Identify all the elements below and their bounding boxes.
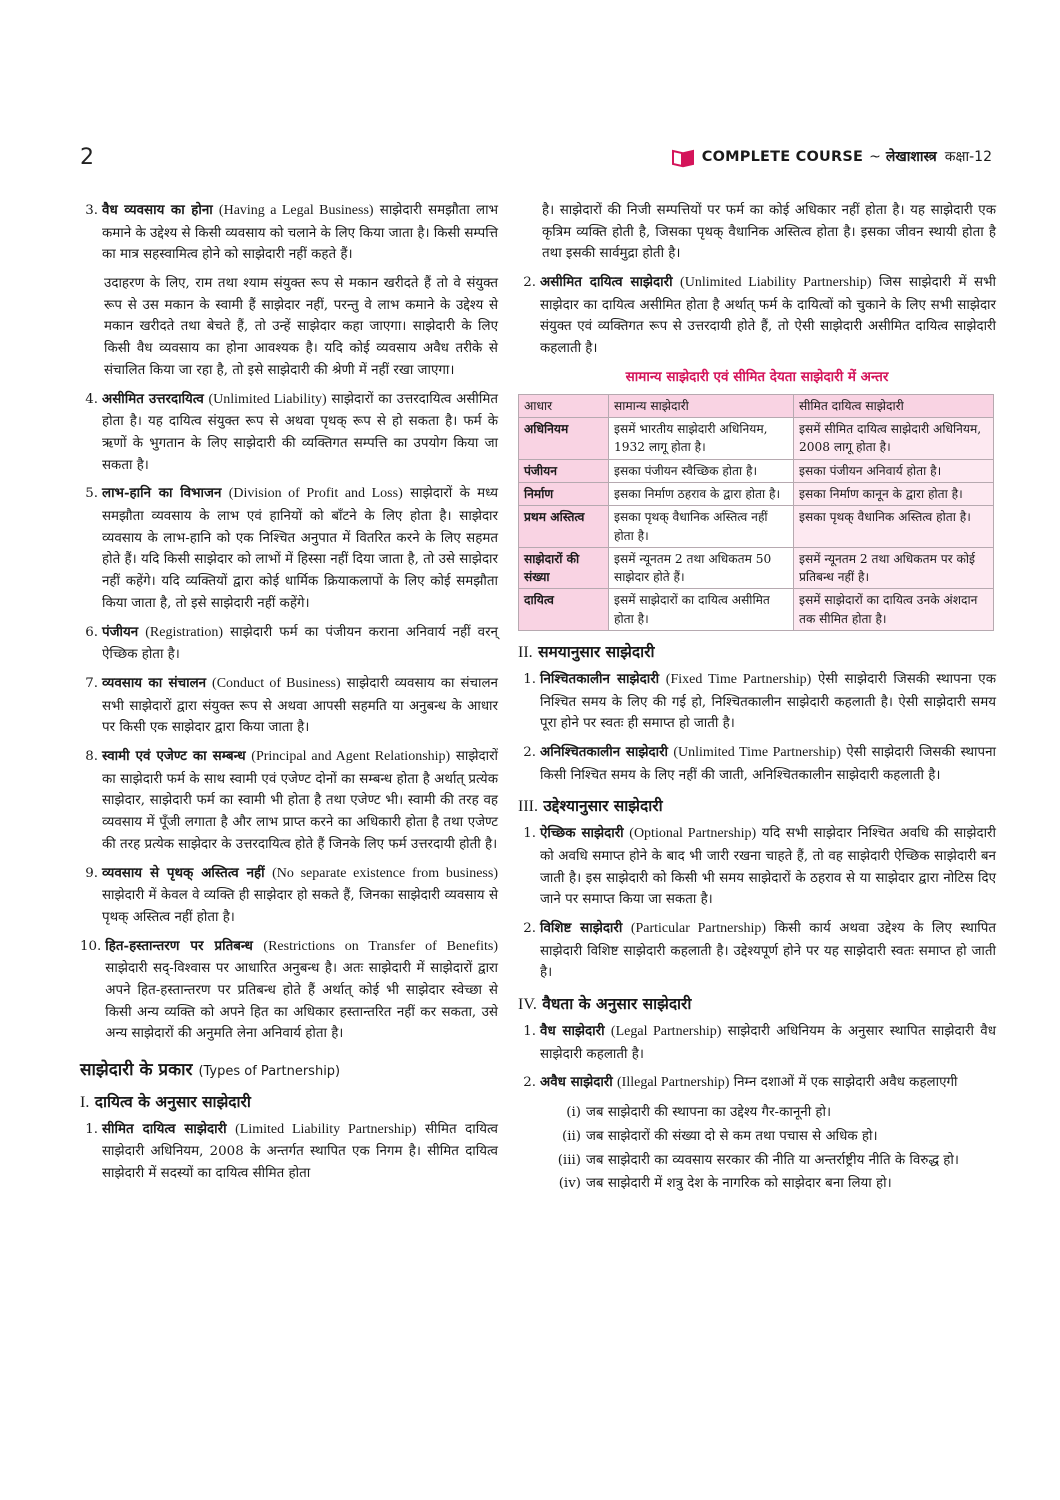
item-title: अनिश्चितकालीन साझेदारी: [540, 744, 669, 760]
page-header: [0, 138, 1060, 178]
section-heading-2: II. समयानुसार साझेदारी: [518, 642, 655, 662]
item-english: (Legal Partnership): [610, 1024, 722, 1040]
table-row: [519, 482, 994, 505]
brand-subject: लेखाशास्त्र: [885, 149, 937, 166]
open-book-icon: [671, 148, 695, 168]
row-label: साझेदारों की संख्या: [519, 547, 609, 589]
section-heading-4: IV. वैधता के अनुसार साझेदारी: [518, 994, 692, 1014]
example-paragraph: उदाहरण के लिए, राम तथा श्याम संयुक्त रूप से मकान खरीदते हैं तो वे संयुक्त रूप से उस मकान के स्वामी हैं साझेदार नहीं, परन्तु वे लाभ कमाने के उद्देश्य से मकान खरीदते तथा बेचते हैं, तो उन्हें साझेदार कहा जाएगा। साझेदारी के लिए किसी वैध व्यवसाय का होना आवश्यक है। यदि कोई व्यवसाय अवैध तरीके से संचालित किया जा रहा है, तो इसे साझेदारी की श्रेणी में नहीं रखा जाएगा।: [104, 276, 498, 378]
type-item-unlimited: 2. असीमित दायित्व साझेदारी (Unlimited Liability Partnership) जिस साझेदारी में सभी साझेदार का दायित्व असीमित होता है अर्थात् फर्म के दायित्वों को चुकाने के लिए सभी साझेदार संयुक्त एवं व्यक्तिगत रूप से उत्तरदायी होते हैं, तो ऐसी साझेदारी असीमित दायित्व साझेदारी कहलाती है।: [523, 274, 996, 357]
row-label: निर्माण: [519, 482, 609, 505]
feature-item-5: 5. लाभ-हानि का विभाजन (Division of Profit and Loss) साझेदारों के मध्य समझौता व्यवसाय के लाभ एवं हानियों को बाँटने के लिए होता है। साझेदार व्यवसाय के लाभ-हानि को एक निश्चित अनुपात में वितरित करने के लिए सहमत होते हैं। यदि किसी साझेदार को लाभों में हिस्सा नहीं दिया जाता है, तो उसे साझेदार नहीं कहेंगे। यदि व्यक्तियों द्वारा कोई धार्मिक क्रियाकलापों के लिए कोई समझौता किया जाता है, तो इसे साझेदारी नहीं कहेंगे।: [85, 485, 498, 611]
item-title: हित-हस्तान्तरण पर प्रतिबन्ध: [105, 937, 253, 954]
item-title: व्यवसाय का संचालन: [102, 674, 207, 691]
item-text: साझेदारी व्यवसाय का संचालन सभी साझेदारों द्वारा संयुक्त रूप से अथवा आपसी सहमति या अनुबन्ध के आधार पर किसी एक साझेदार द्वारा किया जाता है।: [102, 675, 498, 736]
item-title: लाभ-हानि का विभाजन: [102, 485, 222, 502]
item-title: अवैध साझेदारी: [540, 1074, 613, 1091]
type-item-fixed-time: 1. निश्चितकालीन साझेदारी (Fixed Time Partnership) ऐसी साझेदारी जिसकी स्थापना एक निश्चित समय के लिए की गई हो, निश्चितकालीन साझेदारी कहलाती है। ऐसी साझेदारी समय पूरा होने पर स्वतः ही समाप्त हो जाती है।: [523, 670, 996, 732]
item-title: ऐच्छिक साझेदारी: [540, 825, 624, 842]
section-heading-1: I. दायित्व के अनुसार साझेदारी: [80, 1091, 251, 1111]
table-cell: इसका निर्माण कानून के द्वारा होता है।: [794, 482, 994, 505]
item-text: सीमित दायित्व साझेदारी अधिनियम, 2008 के अन्तर्गत स्थापित एक निगम है। सीमित दायित्व साझेदारी में सदस्यों का दायित्व सीमित होता: [102, 1121, 498, 1181]
item-text: साझेदारी अधिनियम के अनुसार स्थापित साझेदारी वैध साझेदारी कहलाती है।: [540, 1024, 996, 1062]
row-label: पंजीयन: [519, 459, 609, 482]
item-title: असीमित दायित्व साझेदारी: [540, 274, 673, 291]
table-header-cell: सीमित दायित्व साझेदारी: [794, 394, 994, 417]
item-english: (Particular Partnership): [630, 921, 767, 937]
sub-item: (ii) जब साझेदारों की संख्या दो से कम तथा पचास से अधिक हो।: [561, 1128, 878, 1144]
section-heading-3: III. उद्देश्यानुसार साझेदारी: [518, 796, 663, 816]
type-item-legal: 1. वैध साझेदारी (Legal Partnership) साझेदारी अधिनियम के अनुसार स्थापित साझेदारी वैध साझेदारी कहलाती है।: [523, 1023, 996, 1062]
table-header-cell: सामान्य साझेदारी: [609, 394, 794, 417]
page-number: 2: [80, 145, 94, 170]
table-header-cell: आधार: [519, 394, 609, 417]
item-text: साझेदारी फर्म का पंजीयन कराना अनिवार्य नहीं वरन् ऐच्छिक होता है।: [102, 624, 498, 663]
item-english: (Division of Profit and Loss): [228, 486, 403, 502]
row-label: अधिनियम: [519, 418, 609, 460]
item-title: विशिष्ट साझेदारी: [540, 920, 623, 937]
type-item-particular: 2. विशिष्ट साझेदारी (Particular Partnership) किसी कार्य अथवा उद्देश्य के लिए स्थापित साझेदारी विशिष्ट साझेदारी कहलाती है। उद्देश्यपूर्ण होने पर यह साझेदारी स्वतः समाप्त हो जाती है।: [523, 920, 997, 981]
item-english: (Illegal Partnership): [617, 1075, 730, 1091]
brand-separator: ~: [869, 149, 881, 166]
item-english: (Unlimited Liability): [208, 391, 327, 407]
table-row: [519, 547, 994, 589]
item-title: वैध व्यवसाय का होना: [102, 202, 213, 218]
table-cell: इसमें न्यूनतम 2 तथा अधिकतम पर कोई प्रतिबन्ध नहीं है।: [794, 547, 994, 589]
feature-item-6: 6. पंजीयन (Registration) साझेदारी फर्म का पंजीयन कराना अनिवार्य नहीं वरन् ऐच्छिक होता है।: [85, 623, 498, 663]
table-cell: इसमें सीमित दायित्व साझेदारी अधिनियम, 2008 लागू होता है।: [794, 418, 994, 460]
table-header-row: [519, 394, 994, 417]
type-item-limited: 1. सीमित दायित्व साझेदारी (Limited Liability Partnership) सीमित दायित्व साझेदारी अधिनियम, 2008 के अन्तर्गत स्थापित एक निगम है। सीमित दायित्व साझेदारी में सदस्यों का दायित्व सीमित होता: [85, 1120, 498, 1181]
brand-name: COMPLETE COURSE: [701, 149, 864, 165]
item-english: (Restrictions on Transfer of Benefits): [263, 938, 498, 954]
feature-item-4: 4. असीमित उत्तरदायित्व (Unlimited Liability) साझेदारों का उत्तरदायित्व असीमित होता है। यह दायित्व संयुक्त रूप से अथवा पृथक् रूप से हो सकता है। फर्म के ऋणों के भुगतान के लिए साझेदारी की व्यक्तिगत सम्पत्ति का उपयोग किया जा सकता है।: [85, 390, 499, 473]
item-text: जिस साझेदारी में सभी साझेदार का दायित्व असीमित होता है अर्थात् फर्म के दायित्वों को चुकाने के लिए सभी साझेदार संयुक्त एवं व्यक्तिगत रूप से उत्तरदायी होते हैं, तो ऐसी साझेदारी असीमित दायित्व साझेदारी कहलाती है।: [540, 275, 996, 357]
item-title: असीमित उत्तरदायित्व: [102, 390, 204, 407]
table-cell: इसमें भारतीय साझेदारी अधिनियम, 1932 लागू होता है।: [609, 418, 794, 460]
item-title: पंजीयन: [102, 623, 139, 640]
row-label: प्रथम अस्तित्व: [519, 506, 609, 548]
left-column: [80, 200, 498, 1192]
item-text: साझेदारी सद्-विश्वास पर आधारित अनुबन्ध है। अतः साझेदारी में साझेदारों द्वारा अपने हित-हस्तान्तरण पर प्रतिबन्ध होते हैं अर्थात् कोई भी साझेदार स्वेच्छा से किसी अन्य व्यक्ति को अपने हित का अधिकार हस्तान्तरित नहीं कर सकता, उसे अन्य साझेदारों की अनुमति लेना अनिवार्य होता है।: [105, 961, 498, 1042]
brand-banner: [671, 146, 992, 169]
feature-item-8: 8. स्वामी एवं एजेण्ट का सम्बन्ध (Principal and Agent Relationship) साझेदारों का साझेदारी फर्म के साथ स्वामी एवं एजेण्ट दोनों का सम्बन्ध होता है अर्थात् प्रत्येक साझेदार, साझेदारी फर्म का स्वामी भी होता है तथा एजेण्ट भी। स्वामी की तरह वह व्यवसाय में पूँजी लगाता है और लाभ प्राप्त करने का अधिकारी होता है तथा एजेण्ट की तरह प्रत्येक साझेदार के उत्तरदायित्व होते हैं जिनके लिए फर्म उत्तरदायी होती है।: [85, 748, 499, 852]
sub-item: (i) जब साझेदारी की स्थापना का उद्देश्य गैर-कानूनी हो।: [566, 1105, 832, 1121]
table-cell: इसमें न्यूनतम 2 तथा अधिकतम 50 साझेदार होते हैं।: [609, 547, 794, 589]
type-item-optional: 1. ऐच्छिक साझेदारी (Optional Partnership) यदि सभी साझेदार निश्चित अवधि की साझेदारी को अवधि समाप्त होने के बाद भी जारी रखना चाहते हैं, तो वह साझेदारी ऐच्छिक साझेदारी बन जाती है। इस साझेदारी को किसी भी समय साझेदारों के ठहराव से या साझेदार द्वारा नोटिस दिए जाने पर समाप्त किया जा सकता है।: [523, 825, 996, 908]
item-text: ऐसी साझेदारी जिसकी स्थापना एक निश्चित समय के लिए की गई हो, निश्चितकालीन साझेदारी कहलाती है। ऐसी साझेदारी समय पूरा होने पर स्वतः ही समाप्त हो जाती है।: [540, 671, 996, 732]
table-cell: इसका निर्माण ठहराव के द्वारा होता है।: [609, 482, 794, 505]
item-text: साझेदारों के मध्य समझौता व्यवसाय के लाभ एवं हानियों को बाँटने के लिए होता है। साझेदार व्यवसाय के लाभ-हानि को एक निश्चित अनुपात में वितरित करने के लिए सहमत होते हैं। यदि किसी साझेदार को लाभों में हिस्सा नहीं दिया जाता है, तो उसे साझेदार नहीं कहेंगे। यदि व्यक्तियों द्वारा कोई धार्मिक क्रियाकलापों के लिए कोई समझौता किया जाता है, तो इसे साझेदारी नहीं कहेंगे।: [102, 486, 498, 611]
table-row: [519, 459, 994, 482]
item-english: (Having a Legal Business): [218, 203, 374, 218]
item-english: (Conduct of Business): [212, 675, 341, 691]
item-text: ऐसी साझेदारी जिसकी स्थापना किसी निश्चित समय के लिए नहीं की जाती, अनिश्चितकालीन साझेदारी कहलाती है।: [540, 745, 996, 783]
right-column: [518, 200, 996, 1197]
item-english: (Unlimited Liability Partnership): [680, 275, 872, 291]
feature-item-7: 7. व्यवसाय का संचालन (Conduct of Business) साझेदारी व्यवसाय का संचालन सभी साझेदारों द्वारा संयुक्त रूप से अथवा आपसी सहमति या अनुबन्ध के आधार पर किसी एक साझेदार द्वारा किया जाता है।: [85, 674, 498, 736]
item-text: साझेदारों का उत्तरदायित्व असीमित होता है। यह दायित्व संयुक्त रूप से अथवा पृथक् रूप से हो सकता है। फर्म के ऋणों के भुगतान के लिए साझेदारी की व्यक्तिगत सम्पत्ति का उपयोग किया जा सकता है।: [102, 391, 499, 473]
item-text: यदि सभी साझेदार निश्चित अवधि की साझेदारी को अवधि समाप्त होने के बाद भी जारी रखना चाहते हैं, तो वह साझेदारी ऐच्छिक साझेदारी बन जाती है। इस साझेदारी को किसी भी समय साझेदारों के ठहराव से या साझेदार द्वारा नोटिस दिए जाने पर समाप्त किया जा सकता है।: [540, 826, 996, 908]
types-heading-english: (Types of Partnership): [198, 1064, 341, 1080]
item-title: सीमित दायित्व साझेदारी: [102, 1120, 227, 1137]
item-english: (Optional Partnership): [629, 826, 757, 842]
types-heading: साझेदारी के प्रकार (Types of Partnership): [80, 1060, 341, 1081]
feature-item-9: 9. व्यवसाय से पृथक् अस्तित्व नहीं (No separate existence from business) साझेदारी में केवल वे व्यक्ति ही साझेदार हो सकते हैं, जिनका साझेदारी व्यवसाय से पृथक् अस्तित्व नहीं होता है।: [85, 864, 498, 925]
item-english: (No separate existence from business): [272, 865, 498, 881]
type-item-unlimited-time: 2. अनिश्चितकालीन साझेदारी (Unlimited Time Partnership) ऐसी साझेदारी जिसकी स्थापना किसी निश्चित समय के लिए नहीं की जाती, अनिश्चितकालीन साझेदारी कहलाती है।: [523, 744, 996, 783]
item-english: (Limited Liability Partnership): [235, 1121, 417, 1137]
feature-item-3: 3. वैध व्यवसाय का होना (Having a Legal Business) साझेदारी समझौता लाभ कमाने के उद्देश्य से किसी व्यवसाय को चलाने के लिए किया जाता है। किसी सम्पत्ति का मात्र सहस्वामित्व होने को साझेदारी नहीं कहते हैं।: [85, 202, 498, 263]
item-text: निम्न दशाओं में एक साझेदारी अवैध कहलाएगी: [733, 1075, 958, 1091]
table-cell: इसका पंजीयन अनिवार्य होता है।: [794, 459, 994, 482]
item-title: व्यवसाय से पृथक् अस्तित्व नहीं: [102, 864, 265, 881]
table-cell: इसका पृथक् वैधानिक अस्तित्व होता है।: [794, 506, 994, 548]
item-title: वैध साझेदारी: [540, 1023, 605, 1040]
table-row: [519, 418, 994, 460]
item-english: (Registration): [145, 624, 224, 640]
item-english: (Unlimited Time Partnership): [673, 745, 842, 760]
item-text: साझेदारी में केवल वे व्यक्ति ही साझेदार हो सकते हैं, जिनका साझेदारी व्यवसाय से पृथक् अस्तित्व नहीं होता है।: [102, 888, 498, 925]
item-text: साझेदारी समझौता लाभ कमाने के उद्देश्य से किसी व्यवसाय को चलाने के लिए किया जाता है। किसी सम्पत्ति का मात्र सहस्वामित्व होने को साझेदारी नहीं कहते हैं।: [102, 203, 498, 263]
table-cell: इसमें साझेदारों का दायित्व उनके अंशदान तक सीमित होता है।: [794, 589, 994, 631]
table-row: [519, 589, 994, 631]
continued-paragraph: है। साझेदारों की निजी सम्पत्तियों पर फर्म का कोई अधिकार नहीं होता है। यह साझेदारी एक कृत्रिम व्यक्ति होती है, जिसका पृथक् वैधानिक अस्तित्व होता है। इसका जीवन स्थायी होता है तथा इसकी सार्वमुद्रा होती है।: [542, 203, 996, 262]
table-cell: इसका पृथक् वैधानिक अस्तित्व नहीं होता है।: [609, 506, 794, 548]
table-cell: इसका पंजीयन स्वैच्छिक होता है।: [609, 459, 794, 482]
item-english: (Fixed Time Partnership): [665, 671, 812, 687]
table-cell: इसमें साझेदारों का दायित्व असीमित होता है।: [609, 589, 794, 631]
feature-item-10: 10. हित-हस्तान्तरण पर प्रतिबन्ध (Restrictions on Transfer of Benefits) साझेदारी सद्-विश्वास पर आधारित अनुबन्ध है। अतः साझेदारी में साझेदारों द्वारा अपने हित-हस्तान्तरण पर प्रतिबन्ध होते हैं अर्थात् कोई भी साझेदार स्वेच्छा से किसी अन्य व्यक्ति को अपने हित का अधिकार हस्तान्तरित नहीं कर सकता, उसे अन्य साझेदारों की अनुमति लेना अनिवार्य होता है।: [80, 937, 498, 1042]
sub-item: (iii) जब साझेदारी का व्यवसाय सरकार की नीति या अन्तर्राष्ट्रीय नीति के विरुद्ध हो।: [557, 1152, 959, 1168]
brand-class: कक्षा-12: [944, 149, 992, 166]
item-title: स्वामी एवं एजेण्ट का सम्बन्ध: [102, 748, 246, 765]
item-title: निश्चितकालीन साझेदारी: [540, 670, 660, 687]
row-label: दायित्व: [519, 589, 609, 631]
comparison-table: [518, 394, 994, 631]
item-text: किसी कार्य अथवा उद्देश्य के लिए स्थापित साझेदारी विशिष्ट साझेदारी कहलाती है। उद्देश्यपूर्ण होने पर यह साझेदारी स्वतः समाप्त हो जाती है।: [540, 921, 997, 981]
item-english: (Principal and Agent Relationship): [251, 749, 451, 765]
table-row: [519, 506, 994, 548]
sub-item: (iv) जब साझेदारी में शत्रु देश के नागरिक को साझेदार बना लिया हो।: [558, 1176, 892, 1192]
item-text: साझेदारों का साझेदारी फर्म के साथ स्वामी एवं एजेण्ट दोनों का सम्बन्ध होता है अर्थात् प्रत्येक साझेदार, साझेदारी फर्म का स्वामी भी होता है तथा एजेण्ट भी। स्वामी की तरह वह व्यवसाय में पूँजी लगाता है और लाभ प्राप्त करने का अधिकारी होता है तथा एजेण्ट की तरह प्रत्येक साझेदार के उत्तरदायित्व होते हैं जिनके लिए फर्म उत्तरदायी होती है।: [102, 749, 499, 852]
type-item-illegal: 2. अवैध साझेदारी (Illegal Partnership) निम्न दशाओं में एक साझेदारी अवैध कहलाएगी: [523, 1074, 958, 1091]
comparison-table-title: सामान्य साझेदारी एवं सीमित देयता साझेदारी में अन्तर: [625, 368, 889, 385]
